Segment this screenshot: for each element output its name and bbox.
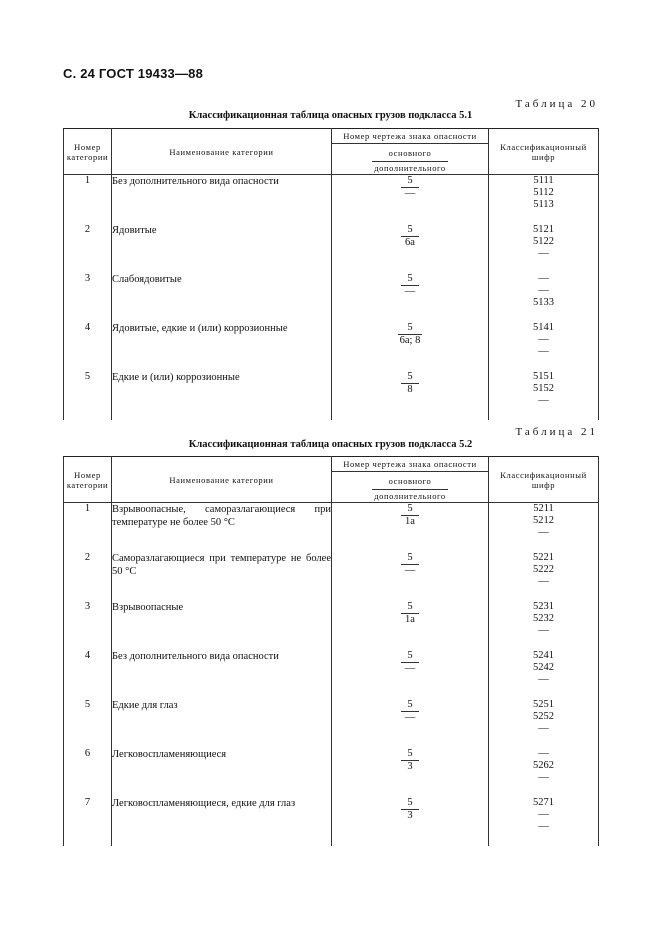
classification-code: — [538, 722, 549, 734]
additional-sign-number: 6а; 8 [399, 334, 421, 346]
classification-code: 5232 [533, 612, 554, 624]
col-header-name: Наименование категории [112, 457, 332, 503]
classification-table-5-2 [63, 456, 599, 846]
classification-code: 5152 [533, 382, 554, 394]
classification-code: 5251 [533, 698, 554, 710]
main-sign-number: 5 [407, 223, 413, 235]
category-number: 1 [64, 503, 112, 552]
additional-sign-number: — [401, 564, 419, 576]
additional-sign-number: — [401, 187, 419, 199]
table-20-title: Классификационная таблица опасных грузов подкласса 5.1 [188, 110, 473, 121]
classification-code: 5112 [533, 187, 554, 198]
table-21-title: Классификационная таблица опасных грузов подкласса 5.2 [188, 439, 473, 450]
table-20-label: Таблица 20 [515, 98, 598, 110]
table-21-body [64, 503, 599, 846]
col-header-sign: Номер чертежа знака опасности основного дополнительного [332, 129, 489, 175]
classification-codes [489, 748, 599, 797]
classification-code: — [538, 575, 549, 587]
table-row [64, 503, 599, 552]
category-number: 7 [64, 797, 112, 846]
col-header-code: Классификационный шифр [489, 457, 599, 503]
col-header-name: Наименование категории [112, 129, 332, 175]
table-row [64, 371, 599, 420]
classification-code: — [538, 771, 549, 783]
main-sign-number: 5 [407, 600, 413, 612]
additional-sign-number: — [401, 662, 419, 674]
category-number: 1 [64, 175, 112, 224]
classification-code: — [538, 284, 549, 296]
classification-code: — [538, 527, 549, 538]
classification-codes [489, 552, 599, 601]
additional-sign-number: — [401, 285, 419, 297]
category-number: 3 [64, 601, 112, 650]
table-row [64, 748, 599, 797]
hazard-sign-numbers [332, 322, 489, 371]
main-sign-number: 5 [407, 272, 413, 284]
table-row [64, 552, 599, 601]
main-sign-number: 5 [407, 698, 413, 710]
hazard-sign-numbers [332, 601, 489, 650]
table-row [64, 699, 599, 748]
category-name: Ядовитые, едкие и (или) коррозионные [112, 322, 332, 371]
classification-code: 5133 [533, 296, 554, 308]
main-sign-number: 5 [407, 503, 413, 514]
classification-code: 5242 [533, 661, 554, 673]
hazard-sign-numbers [332, 371, 489, 420]
classification-code: 5222 [533, 563, 554, 575]
category-number: 2 [64, 552, 112, 601]
classification-code: 5262 [533, 759, 554, 771]
classification-codes [489, 322, 599, 371]
col-header-number: Номер категории [64, 129, 112, 175]
category-name: Едкие и (или) коррозионные [112, 371, 332, 420]
main-sign-number: 5 [407, 747, 413, 759]
classification-code: 5121 [533, 223, 554, 235]
page-header: С. 24 ГОСТ 19433—88 [63, 66, 204, 81]
additional-sign-number: 1а [401, 613, 419, 625]
category-name: Слабоядовитые [112, 273, 332, 322]
classification-code: 5111 [533, 175, 554, 186]
category-name: Саморазлагающиеся при температуре не более 50 °С [112, 552, 332, 601]
category-number: 2 [64, 224, 112, 273]
classification-codes [489, 371, 599, 420]
classification-code: 5271 [533, 796, 554, 808]
category-number: 3 [64, 273, 112, 322]
classification-code: — [538, 272, 549, 284]
classification-code: — [538, 345, 549, 357]
classification-codes [489, 175, 599, 224]
classification-code: — [538, 808, 549, 820]
category-name: Без дополнительного вида опасности [112, 175, 332, 224]
main-sign-number: 5 [407, 321, 413, 333]
category-name: Без дополнительного вида опасности [112, 650, 332, 699]
classification-codes [489, 503, 599, 552]
category-name: Ядовитые [112, 224, 332, 273]
hazard-sign-numbers [332, 273, 489, 322]
category-number: 5 [64, 699, 112, 748]
additional-sign-number: 3 [401, 760, 419, 772]
additional-sign-number: 6а [401, 236, 419, 248]
classification-table-5-1 [63, 128, 599, 420]
classification-code: 5113 [533, 199, 554, 210]
table-row [64, 224, 599, 273]
table-row [64, 273, 599, 322]
classification-code: 5141 [533, 321, 554, 333]
classification-codes [489, 273, 599, 322]
main-sign-number: 5 [407, 551, 413, 563]
hazard-sign-numbers [332, 650, 489, 699]
classification-codes [489, 601, 599, 650]
classification-code: 5221 [533, 551, 554, 563]
category-name: Легковоспламеняющиеся, едкие для глаз [112, 797, 332, 846]
category-number: 4 [64, 322, 112, 371]
table-row [64, 601, 599, 650]
table-20-body [64, 175, 599, 420]
classification-code: 5231 [533, 600, 554, 612]
category-name: Взрывоопасные, саморазлагающиеся при температуре не более 50 °С [112, 503, 332, 552]
classification-code: 5252 [533, 710, 554, 722]
category-name: Едкие для глаз [112, 699, 332, 748]
category-name: Легковоспламеняющиеся [112, 748, 332, 797]
classification-code: — [538, 624, 549, 636]
classification-codes [489, 797, 599, 846]
classification-code: — [538, 820, 549, 832]
table-row [64, 650, 599, 699]
hazard-sign-numbers [332, 748, 489, 797]
classification-codes [489, 224, 599, 273]
table-row [64, 322, 599, 371]
classification-code: 5212 [533, 515, 554, 526]
category-number: 5 [64, 371, 112, 420]
classification-code: — [538, 247, 549, 259]
classification-code: 5151 [533, 370, 554, 382]
main-sign-number: 5 [407, 649, 413, 661]
classification-code: — [538, 333, 549, 345]
table-row [64, 175, 599, 224]
hazard-sign-numbers [332, 699, 489, 748]
table-row [64, 797, 599, 846]
category-number: 4 [64, 650, 112, 699]
additional-sign-number: 1а [401, 515, 419, 527]
classification-code: — [538, 747, 549, 759]
classification-code: 5211 [533, 503, 554, 514]
col-header-number: Номер категории [64, 457, 112, 503]
additional-sign-number: — [401, 711, 419, 723]
classification-codes [489, 699, 599, 748]
classification-code: — [538, 394, 549, 406]
hazard-sign-numbers [332, 503, 489, 552]
col-header-code: Классификационный шифр [489, 129, 599, 175]
table-21-label: Таблица 21 [515, 426, 598, 438]
category-name: Взрывоопасные [112, 601, 332, 650]
col-header-sign: Номер чертежа знака опасности основного дополнительного [332, 457, 489, 503]
hazard-sign-numbers [332, 552, 489, 601]
hazard-sign-numbers [332, 175, 489, 224]
additional-sign-number: 8 [401, 383, 419, 395]
hazard-sign-numbers [332, 224, 489, 273]
classification-code: 5241 [533, 649, 554, 661]
main-sign-number: 5 [407, 796, 413, 808]
main-sign-number: 5 [407, 370, 413, 382]
classification-code: — [538, 673, 549, 685]
classification-code: 5122 [533, 235, 554, 247]
classification-codes [489, 650, 599, 699]
category-number: 6 [64, 748, 112, 797]
additional-sign-number: 3 [401, 809, 419, 821]
hazard-sign-numbers [332, 797, 489, 846]
main-sign-number: 5 [407, 175, 413, 186]
